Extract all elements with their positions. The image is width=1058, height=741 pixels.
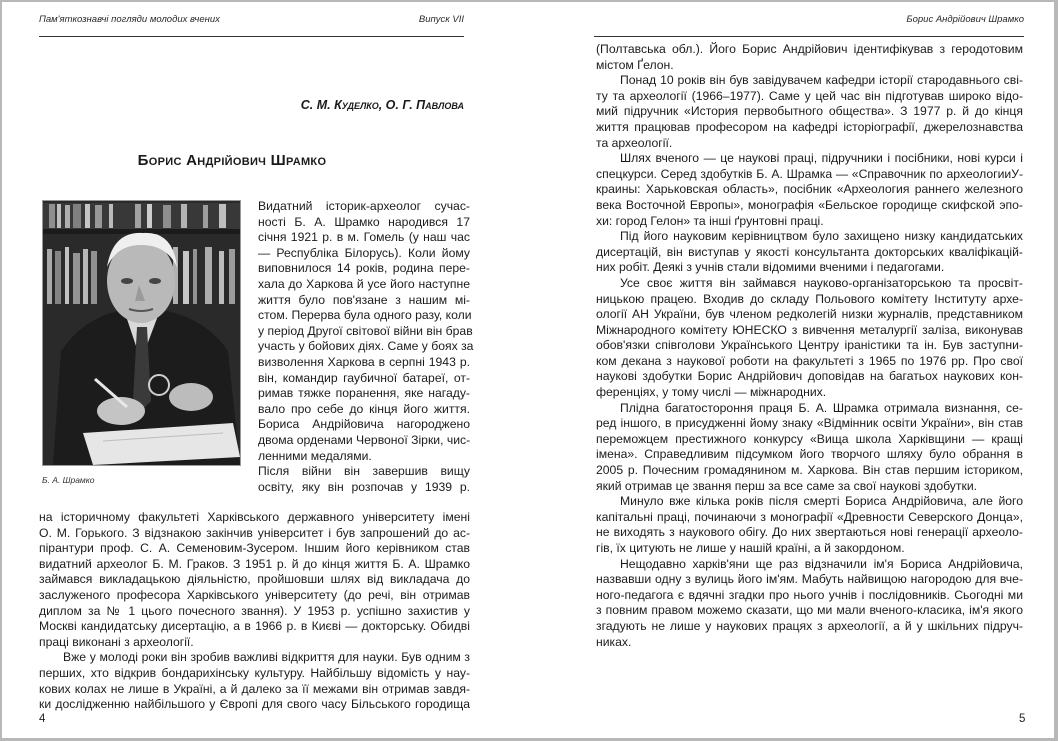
text-line: хи: город Гелон» та інші ґрунтовні праці.: [596, 213, 824, 228]
header-rule: [39, 36, 464, 37]
page-number: 5: [1019, 713, 1026, 725]
text-line: Усе своє життя він займався науково-організаторською та просвіт-: [620, 275, 1023, 290]
text-line: визволення Харкова в серпні 1943 р.: [258, 354, 470, 369]
portrait-photo: [42, 200, 241, 466]
text-line: никах.: [596, 634, 632, 649]
page-number: 4: [39, 713, 46, 725]
text-line: Вже у молоді роки він зробив важливі відкриття для науки. Був одним з: [63, 650, 470, 665]
running-head-article: Борис Андрійович Шрамко: [906, 14, 1024, 25]
photo-caption: Б. А. Шрамко: [42, 475, 95, 485]
text-line: римав тяжке поранення, яке нагаду-: [258, 386, 470, 401]
text-line: не виходять з наукового обігу. До них звертаються нові генерації археоло-: [596, 525, 1023, 540]
text-line: Москві кандидатську дисертацію, а в 1966 р. в Києві — докторську. Обидві: [39, 619, 470, 634]
running-head-journal: Пам'яткознавчі погляди молодих вчених: [39, 14, 220, 25]
text-line: праці виконані з археології.: [39, 634, 194, 649]
text-line: переможцем престижного конкурсу «Вища школа Харківщини — кращі: [596, 431, 1023, 446]
text-line: Шлях вченого — це наукові праці, підручники і посібники, нові курси і: [620, 151, 1023, 166]
text-line: 2005 р. Почесним громадянином м. Харкова. Він став першим істориком,: [596, 463, 1023, 478]
text-line: Бориса Андрійовича нагороджено: [258, 417, 470, 432]
text-line: диплом за № 1 цього почесного звання). У 1953 р. успішно захистив у: [39, 603, 470, 618]
text-line: містом Ґелон.: [596, 57, 674, 72]
text-line: ком декана з наукової роботи на факультеті з 1965 по 1976 рр. Про свої: [596, 353, 1023, 368]
text-line: краины: Харьковская область», посібник «Археология раннего железного: [596, 182, 1023, 197]
text-line: стом. Перерва була одного разу, коли: [258, 308, 472, 323]
running-head-issue: Випуск VII: [418, 14, 464, 25]
text-line: вало про себе до кінця його життя.: [258, 401, 470, 416]
article-authors: С. М. Куделко, О. Г. Павлова: [300, 98, 464, 112]
text-line: згадують не лише у наукових працях з археології, а й у шкільних підруч-: [596, 618, 1023, 633]
text-line: він, командир гаубичної батареї, от-: [258, 370, 470, 385]
text-line: Нещодавно харків'яни ще раз відзначили ім'я Бориса Андрійовича,: [620, 556, 1023, 571]
text-line: дисертацій, він виступав у якості консультанта докторських кваліфікацій-: [596, 244, 1023, 259]
text-line: займався викладацькою діяльністю, пройшовши шлях від викладача до: [39, 572, 470, 587]
portrait-image-icon: [43, 201, 240, 465]
text-line: гів, їх цитують не лише у нашій країні, а й закордоном.: [596, 541, 905, 555]
text-line: на історичному факультеті Харківського державного університету імені: [39, 510, 470, 524]
text-line: Понад 10 років він був завідувачем кафедри історії стародавнього сві-: [620, 73, 1023, 88]
right-page-text: [596, 42, 1023, 650]
text-line: Плідна багатостороння праця Б. А. Шрамка отримала визнання, се-: [620, 400, 1023, 415]
text-line: мий підручник «История первобытного общества». З 1977 р. й до кінця: [596, 104, 1023, 119]
text-line: та археології.: [596, 135, 673, 150]
text-line: наукові здобутки Борис Андрійович доповідав на багатьох наукових кон-: [596, 369, 1023, 384]
text-line: перших, хто відкрив бондарихінську культуру. Найбільшу відомість у нау-: [39, 665, 470, 680]
text-line: у період Другої світової війни він брав: [258, 323, 473, 338]
text-line: Міжнародного комітету ЮНЕСКО з вивчення металургії заліза, виконував: [596, 322, 1023, 337]
text-line: з повним правом можемо сказати, що ми мали вченого-класика, ім'я якого: [596, 603, 1023, 618]
text-line: ред іншого, в присудженні йому знаку «Відмінник освіти України», він став: [596, 416, 1023, 431]
text-line: ності Б. А. Шрамко народився 17: [258, 214, 470, 229]
text-line: життя було пов'язане з нашим мі-: [258, 292, 470, 307]
left-page: [2, 2, 528, 738]
text-line: — Республіка Білорусь). Коли йому: [258, 245, 470, 260]
text-line: ленними медалями.: [258, 448, 372, 463]
book-spread: [2, 2, 1054, 738]
text-line: них робіт. Деякі з учнів стали відомими вченими і педагогами.: [596, 260, 945, 275]
text-line: ного-педагога є вдячні згадки про нього учнів і послідовників. Сьогодні ми: [596, 587, 1023, 602]
full-width-paragraphs: [39, 510, 470, 713]
text-line: хала до Харкова й усе його наступне: [258, 276, 470, 291]
text-line: участь у бойових діях. Саме у боях за: [258, 339, 474, 354]
text-line: (Полтавська обл.). Його Борис Андрійович ідентифікував з геродотовим: [596, 42, 1023, 56]
text-line: ту та археології (1966–1977). Саме у цей час він підготував широко відо-: [596, 88, 1023, 103]
text-line: ференціях, у тому числі — міжнародних.: [596, 385, 827, 400]
article-title: Борис Андрійович Шрамко: [137, 152, 327, 169]
text-line: ницькою працею. Входив до складу Польового комітету Інституту архе-: [596, 291, 1023, 306]
text-line: века Восточной Европы», монографія «Бельское городище скифской эпо-: [596, 197, 1023, 212]
text-line: видатний археолог Б. М. Граков. З 1951 р. й до кінця життя Б. А. Шрамко: [39, 556, 470, 571]
text-line: Під його науковим керівництвом було захищено низку кандидатських: [620, 229, 1023, 244]
text-line: ології АН України, був членом редколегій низки журналів, представником: [596, 307, 1023, 322]
text-line: обов'язки співголови Українського Центру іраністики та ін. Був заступни-: [596, 338, 1023, 353]
text-line: імена». Справедливим підсумком його творчого шляху було обрання в: [596, 447, 1023, 462]
text-line: ки дослідженню найбільшого у Європі для свого часу Більського городища: [39, 697, 470, 712]
text-line: заслуженого професора Харківського університету (до речі, він отримав: [39, 587, 470, 602]
text-line: пірантури проф. С. А. Семеновим-Зусером. Іншим його керівником став: [39, 541, 470, 556]
text-line: назвавши одну з вулиць його ім'ям. Мабуть найвищою нагородою для вче-: [596, 572, 1023, 587]
text-line: кових колах не лише в Україні, а й далеко за її межами він отримав завдя-: [39, 681, 470, 696]
text-line: освіту, яку він розпочав у 1939 р.: [258, 479, 470, 494]
text-line: двома орденами Червоної Зірки, чис-: [258, 432, 471, 447]
text-line: Минуло вже кілька років після смерті Бориса Андрійовича, але його: [620, 494, 1023, 509]
text-line: січня 1921 р. в м. Гомель (у наш час: [258, 230, 470, 245]
text-line: спецкурси. Серед здобутків Б. А. Шрамка — «Справочник по археологииУ-: [596, 166, 1023, 181]
text-line: життя працював професором на кафедрі історіографії, джерелознавства: [596, 119, 1023, 134]
wrapped-paragraph: [258, 199, 474, 495]
text-line: О. М. Горького. З відзнакою закінчив університет і був запрошений до ас-: [39, 525, 470, 540]
text-line: капітальні праці, починаючи з монографії «Древности Северского Донца»,: [596, 509, 1023, 524]
text-line: Після війни він завершив вищу: [258, 464, 470, 479]
header-rule: [594, 36, 1024, 37]
text-line: Видатний історик-археолог сучас-: [258, 199, 470, 213]
text-line: виповнилося 14 років, родина пере-: [258, 261, 470, 276]
right-page: [528, 2, 1054, 738]
text-line: який отримав це звання перш за все саме за свої наукові здобутки.: [596, 478, 978, 493]
